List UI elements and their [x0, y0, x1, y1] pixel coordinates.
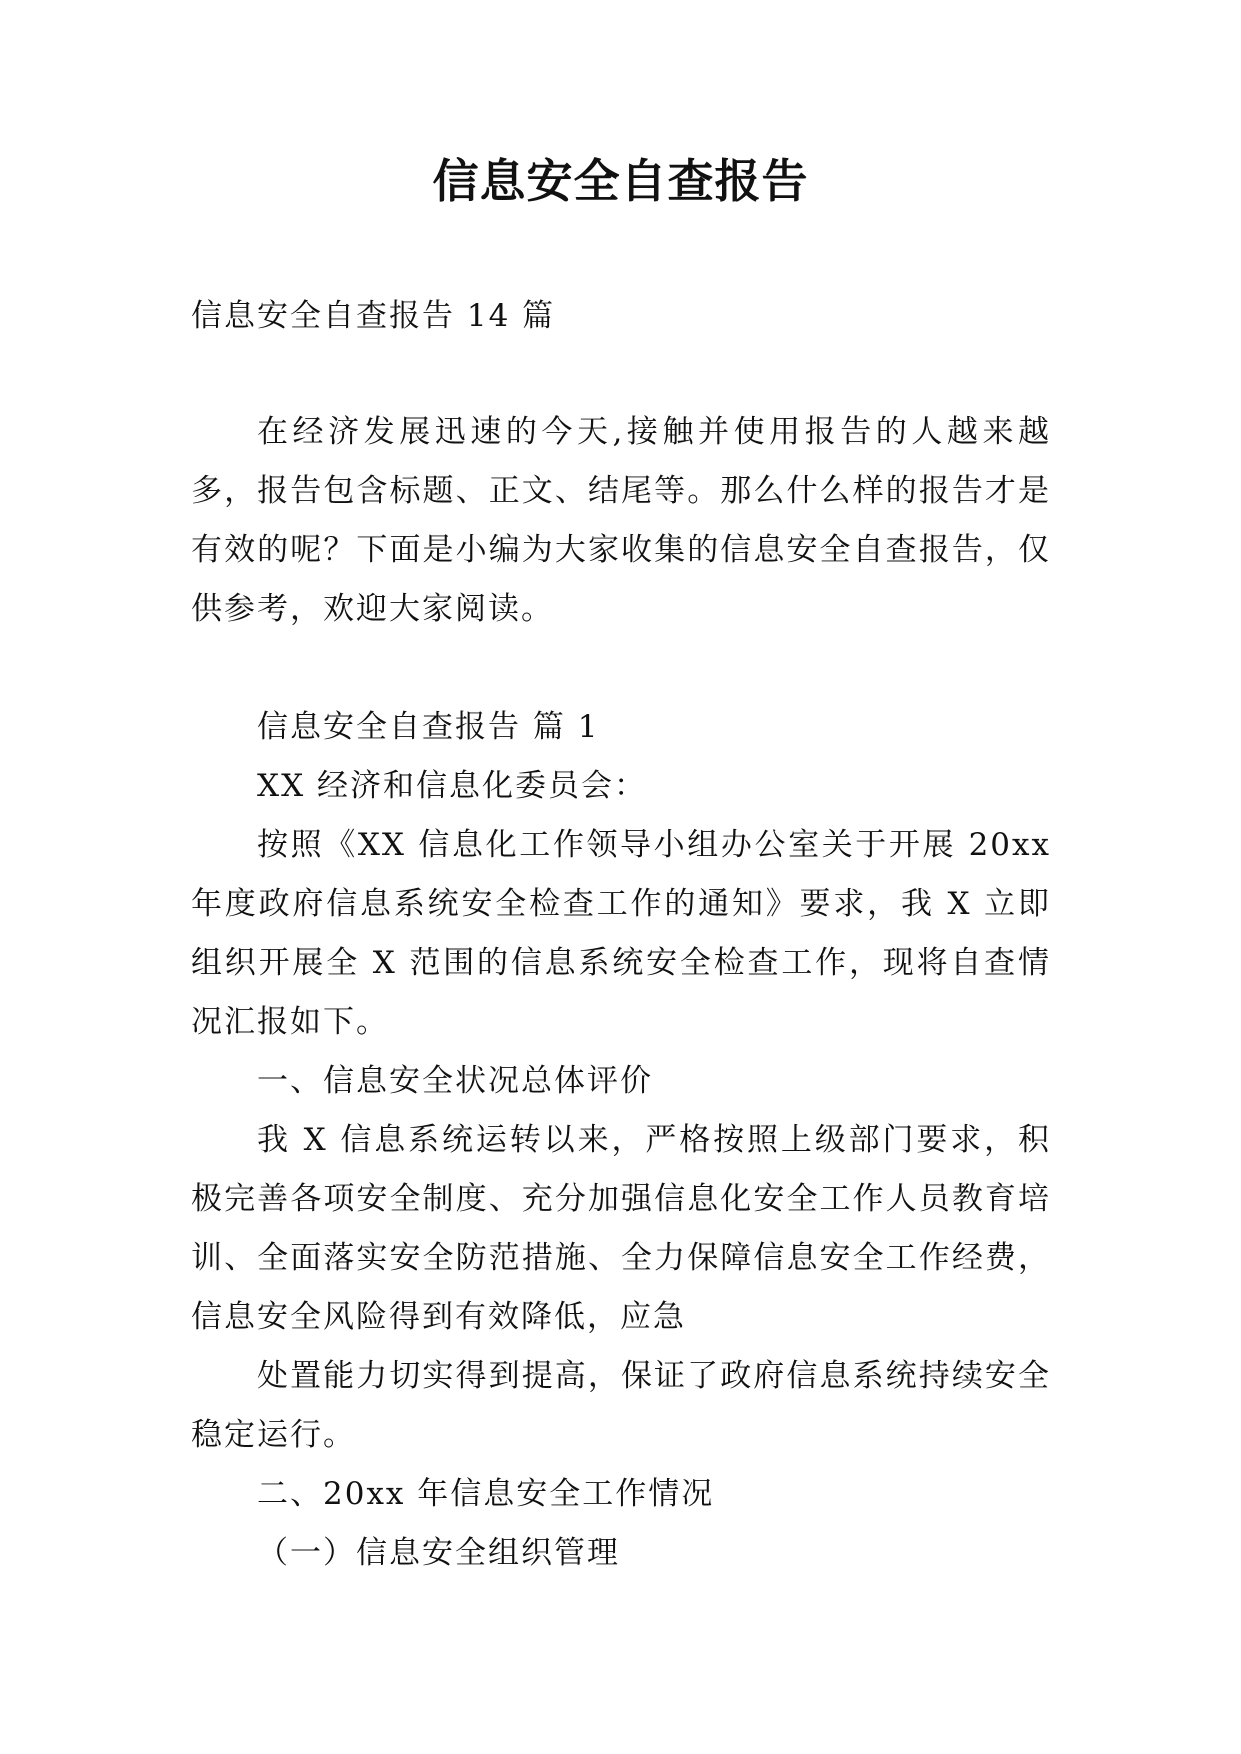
- subsection-heading: （一）信息安全组织管理: [257, 1535, 620, 1571]
- recipient-line: XX 经济和信息化委员会：: [257, 768, 647, 804]
- document-title: 信息安全自查报告: [432, 154, 809, 208]
- document-subtitle: 信息安全自查报告 14 篇: [191, 298, 556, 334]
- section-heading-1: 一、信息安全状况总体评价: [257, 1063, 653, 1099]
- report-heading: 信息安全自查报告 篇 1: [257, 709, 600, 745]
- body-paragraph: 我 X 信息系统运转以来，严格按照上级部门要求，积极完善各项安全制度、充分加强信息化安全工作人员教育培训、全面落实安全防范措施、全力保障信息安全工作经费，信息安全风险得到有效降低，应急: [191, 1122, 1051, 1335]
- body-paragraph: 按照《XX 信息化工作领导小组办公室关于开展 20xx 年度政府信息系统安全检查工作的通知》要求，我 X 立即组织开展全 X 范围的信息系统安全检查工作，现将自查情况汇报如下。: [191, 827, 1051, 1040]
- section-heading-2: 二、20xx 年信息安全工作情况: [257, 1476, 715, 1512]
- intro-paragraph: 在经济发展迅速的今天,接触并使用报告的人越来越多，报告包含标题、正文、结尾等。那么什么样的报告才是有效的呢？下面是小编为大家收集的信息安全自查报告，仅供参考，欢迎大家阅读。: [191, 414, 1051, 627]
- body-paragraph: 处置能力切实得到提高，保证了政府信息系统持续安全稳定运行。: [191, 1358, 1051, 1453]
- report-body: [191, 698, 1051, 1583]
